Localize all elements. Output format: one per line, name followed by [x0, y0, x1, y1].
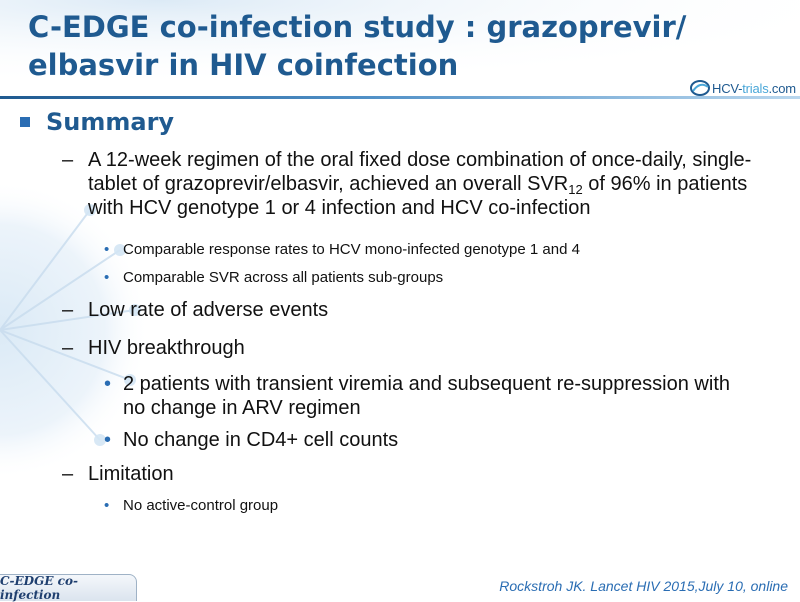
- slide-title-line-1: C-EDGE co-infection study : grazoprevir/: [28, 10, 687, 44]
- logo-swoosh-icon: [690, 79, 710, 97]
- bullet-adverse-events-text: Low rate of adverse events: [88, 299, 329, 321]
- bullet-1-text-post: of 96% in patients with HCV genotype 1 or 4 infection and HCV co-infection: [88, 173, 748, 219]
- dot-bullet-icon: •: [104, 269, 110, 286]
- sub-bullet-text: 2 patients with transient viremia and subsequent re-suppression with no change in ARV regimen: [123, 373, 730, 419]
- sub-bullet-text: Comparable SVR across all patients sub-groups: [123, 269, 444, 286]
- sub-bullet-text: No active-control group: [123, 497, 279, 514]
- dash-bullet-icon: –: [62, 149, 74, 171]
- logo-text-trials: trials: [742, 80, 769, 96]
- logo-text-hcv: HCV-: [712, 80, 743, 96]
- bullet-sustained-response-text: [88, 148, 768, 220]
- footer-study-tag: C-EDGE co-infection: [0, 574, 137, 601]
- dot-bullet-icon: •: [104, 429, 112, 451]
- svr-subscript: 12: [568, 182, 583, 197]
- dot-bullet-icon: •: [104, 497, 110, 514]
- dash-bullet-icon: –: [62, 337, 74, 359]
- citation: Rockstroh JK. Lancet HIV 2015,July 10, online: [499, 578, 788, 594]
- sub-bullet-text: Comparable response rates to HCV mono-infected genotype 1 and 4: [123, 241, 580, 258]
- dash-bullet-icon: –: [62, 463, 74, 485]
- square-bullet-icon: [20, 117, 30, 127]
- logo-text-com: .com: [768, 80, 796, 96]
- bullet-hiv-breakthrough-text: HIV breakthrough: [88, 337, 245, 359]
- slide-title-line-2: elbasvir in HIV coinfection: [28, 48, 459, 82]
- dot-bullet-icon: •: [104, 373, 112, 395]
- logo-text: [712, 81, 796, 96]
- summary-label: Summary: [46, 108, 175, 136]
- title-divider: [0, 96, 800, 99]
- dash-bullet-icon: –: [62, 299, 74, 321]
- bullet-1-text-pre: A 12-week regimen of the oral fixed dose combination of once-daily, single-tablet of grazoprevir/elbasvir, achieved an overall SVR: [88, 149, 752, 195]
- slide-title: [28, 8, 708, 84]
- sub-bullet-text: No change in CD4+ cell counts: [123, 429, 399, 451]
- hcv-trials-logo: [690, 78, 800, 98]
- summary-heading: [20, 108, 174, 136]
- bullet-limitation-text: Limitation: [88, 463, 174, 485]
- dot-bullet-icon: •: [104, 241, 110, 258]
